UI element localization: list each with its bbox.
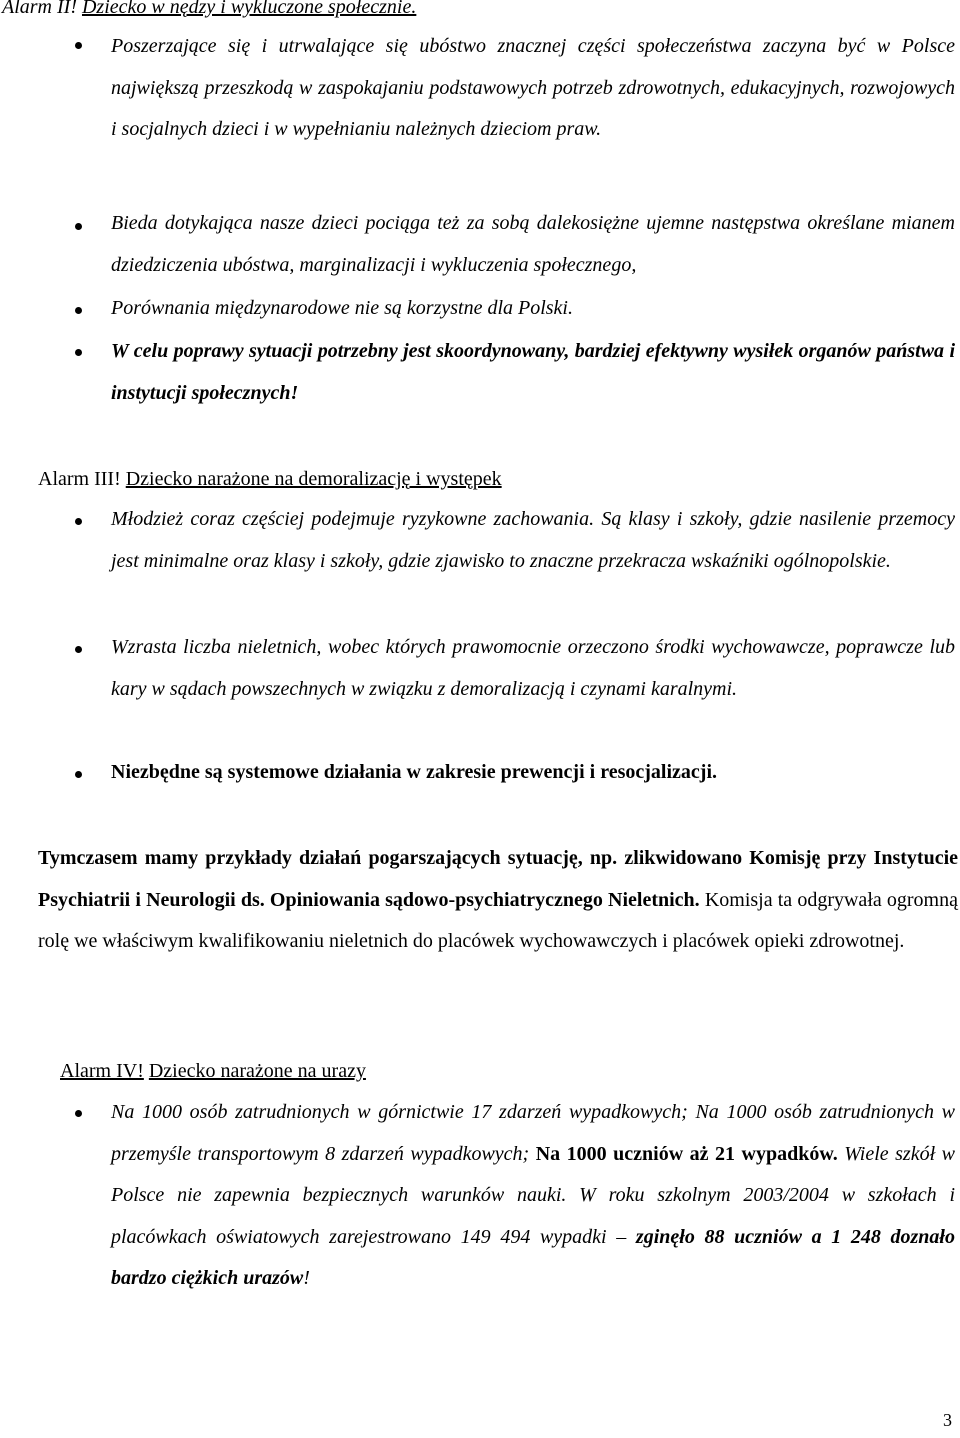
commission-paragraph xyxy=(38,838,958,963)
bullet-icon xyxy=(72,768,85,781)
alarm3-bullet-1-rest: Są klasy i szkoły, gdzie nasilenie przemocy jest minimalne oraz klasy i szkoły, gdzie zjawisko to znaczne przekracza wskaźniki ogólnopolskie. xyxy=(111,508,955,572)
alarm4-paragraph xyxy=(111,1092,955,1300)
bullet-icon xyxy=(72,515,85,528)
bullet-icon xyxy=(72,220,85,233)
alarm4-text-1: Na 1000 osób zatrudnionych w górnictwie 17 zdarzeń wypadkowych; Na 1000 osób zatrudnionych w przemyśle transportowym 8 zdarzeń wypadkowych; xyxy=(111,1101,955,1165)
alarm2-bullet-4: W celu poprawy sytuacji potrzebny jest skoordynowany, bardziej efektywny wysiłek organów państwa i instytucji społecznych! xyxy=(111,340,955,404)
bullet-icon xyxy=(72,1107,85,1120)
alarm4-text-5: ! xyxy=(303,1267,310,1289)
bullet-icon xyxy=(72,39,85,52)
alarm3-bullet-2: Wzrasta liczba nieletnich, wobec których prawomocnie orzeczono środki wychowawcze, poprawcze lub kary w sądach powszechnych w związku z demoralizacją i czynami karalnymi. xyxy=(111,636,955,700)
alarm4-text-4: zginęło 88 uczniów a 1 248 doznało bardzo ciężkich urazów xyxy=(111,1225,955,1289)
alarm4-heading-title: Dziecko narażone na urazy xyxy=(148,1060,366,1082)
alarm3-bullet-1-lead: Młodzież coraz częściej podejmuje ryzykowne zachowania. xyxy=(111,508,595,530)
alarm2-bullet-3: Porównania międzynarodowe nie są korzystne dla Polski. xyxy=(111,297,573,319)
alarm4-heading-prefix: Alarm IV! xyxy=(60,1060,144,1082)
alarm3-heading-title: Dziecko narażone na demoralizację i występek xyxy=(125,468,502,490)
bullet-icon xyxy=(72,346,85,359)
alarm2-bullet-2: Bieda dotykająca nasze dzieci pociąga też za sobą dalekosiężne ujemne następstwa określane mianem dziedziczenia ubóstwa, marginalizacji i wykluczenia społecznego, xyxy=(111,212,955,276)
bullet-icon xyxy=(72,304,85,317)
alarm3-bullet-3: Niezbędne są systemowe działania w zakresie prewencji i resocjalizacji. xyxy=(111,761,717,783)
alarm2-bullet-1: Poszerzające się i utrwalające się ubóstwo znacznej części społeczeństwa zaczyna być w Polsce największą przeszkodą w zaspokajaniu podstawowych potrzeb zdrowotnych, edukacyjnych, rozwojowych i socjalnych dzieci i w wypełnianiu należnych dzieciom praw. xyxy=(111,35,955,140)
alarm3-heading xyxy=(38,467,502,491)
alarm4-text-2: Na 1000 uczniów aż 21 wypadków. xyxy=(535,1142,838,1165)
alarm3-bullet-1 xyxy=(111,499,955,582)
alarm2-heading-title: Dziecko w nędzy i wykluczone społecznie. xyxy=(81,0,417,18)
alarm2-heading xyxy=(2,0,416,19)
page-number: 3 xyxy=(943,1410,952,1430)
alarm4-text-3: Wiele szkół w Polsce nie zapewnia bezpiecznych warunków nauki. W roku szkolnym 2003/2004 w szkołach i placówkach oświatowych zarejestrowano 149 494 wypadki – xyxy=(111,1142,955,1248)
alarm4-heading xyxy=(60,1059,366,1083)
alarm2-heading-prefix: Alarm II! xyxy=(2,0,77,18)
commission-bold-text: Tymczasem mamy przykłady działań pogarszających sytuację, np. zlikwidowano Komisję przy Instytucie Psychiatrii i Neurologii ds. Opiniowania sądowo-psychiatrycznego Nieletnich. xyxy=(38,847,958,911)
commission-normal-text: Komisja ta odgrywała ogromną rolę we właściwym kwalifikowaniu nieletnich do placówek wychowawczych i placówek opieki zdrowotnej. xyxy=(38,888,958,953)
bullet-icon xyxy=(72,643,85,656)
alarm3-heading-prefix: Alarm III! xyxy=(38,468,121,490)
